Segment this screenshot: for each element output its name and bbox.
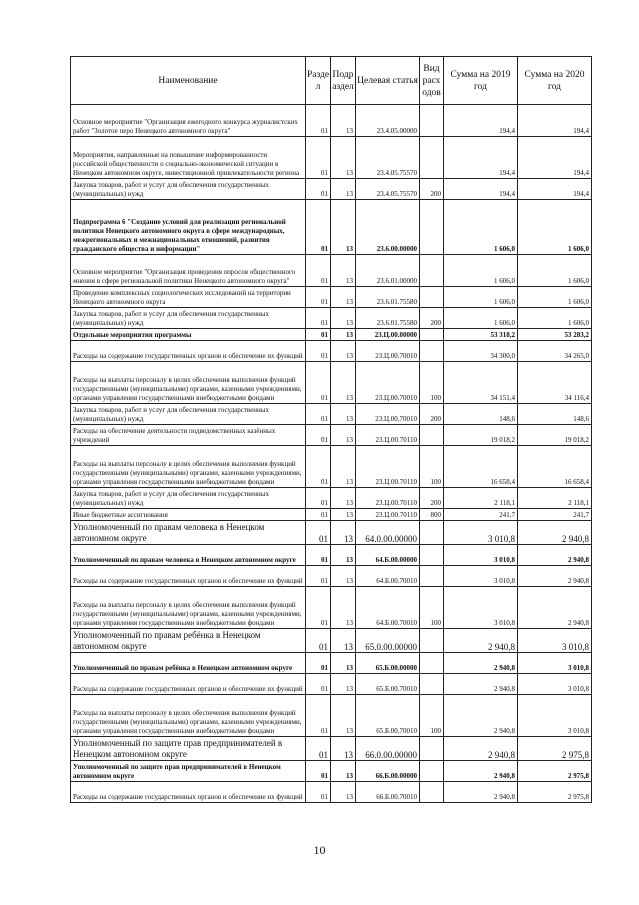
row-target-article: 23.6.01.75580 [356, 308, 420, 329]
row-sum-2019: 2 940,8 [444, 782, 518, 803]
row-podrazdel: 13 [331, 545, 356, 566]
row-name: Расходы на содержание государственных органов и обеспечение их функций [71, 674, 306, 695]
row-sum-2020: 148,6 [518, 404, 592, 425]
row-sum-2020: 34 116,4 [518, 362, 592, 404]
row-sum-2019: 2 940,8 [444, 761, 518, 782]
row-name: Расходы на содержание государственных органов и обеспечение их функций [71, 782, 306, 803]
row-podrazdel: 13 [331, 200, 356, 255]
row-razdel: 01 [306, 488, 331, 509]
row-expense-type [420, 737, 444, 761]
row-expense-type [420, 545, 444, 566]
row-name: Мероприятия, направленные на повышение информированности российской общественности о социально-экономической ситуации в Ненецком автономном округе, инвестиционной привлекательности региона [71, 137, 306, 179]
row-sum-2019: 16 658,4 [444, 446, 518, 488]
table-row [71, 425, 592, 446]
row-podrazdel: 13 [331, 737, 356, 761]
page-number: 10 [313, 843, 326, 857]
row-razdel: 01 [306, 329, 331, 341]
row-expense-type: 100 [420, 362, 444, 404]
row-target-article: 23.Ц.00.70010 [356, 362, 420, 404]
row-name: Закупка товаров, работ и услуг для обеспечения государственных (муниципальных) нужд [71, 308, 306, 329]
row-sum-2019: 1 606,0 [444, 308, 518, 329]
row-target-article: 23.Ц.00.70110 [356, 446, 420, 488]
row-expense-type: 200 [420, 404, 444, 425]
row-razdel: 01 [306, 105, 331, 137]
row-sum-2020: 53 283,2 [518, 329, 592, 341]
row-sum-2020: 194,4 [518, 137, 592, 179]
row-podrazdel: 13 [331, 566, 356, 587]
table-row [71, 566, 592, 587]
row-target-article: 23.Ц.00.00000 [356, 329, 420, 341]
row-razdel: 01 [306, 179, 331, 200]
table-row [71, 761, 592, 782]
row-podrazdel: 13 [331, 425, 356, 446]
row-name: Расходы на содержание государственных органов и обеспечение их функций [71, 341, 306, 362]
header-expense-type: Вид расх одов [420, 57, 444, 105]
row-target-article: 65.0.00.00000 [356, 629, 420, 653]
row-razdel: 01 [306, 566, 331, 587]
row-sum-2019: 34 300,0 [444, 341, 518, 362]
table-row [71, 521, 592, 545]
table-row [71, 695, 592, 737]
row-sum-2019: 194,4 [444, 179, 518, 200]
row-sum-2020: 2 975,8 [518, 737, 592, 761]
row-target-article: 66.Б.00.70010 [356, 782, 420, 803]
row-podrazdel: 13 [331, 137, 356, 179]
table-row [71, 488, 592, 509]
row-sum-2020: 2 940,8 [518, 587, 592, 629]
table-body [71, 105, 592, 803]
row-target-article: 66.Б.00.00000 [356, 761, 420, 782]
row-razdel: 01 [306, 674, 331, 695]
row-target-article: 66.0.00.00000 [356, 737, 420, 761]
row-razdel: 01 [306, 509, 331, 521]
row-name: Уполномоченный по правам ребёнка в Ненецком автономном округе [71, 653, 306, 674]
row-razdel: 01 [306, 545, 331, 566]
table-header-row [71, 57, 592, 105]
row-podrazdel: 13 [331, 446, 356, 488]
table-row [71, 287, 592, 308]
row-podrazdel: 13 [331, 341, 356, 362]
row-podrazdel: 13 [331, 695, 356, 737]
row-podrazdel: 13 [331, 179, 356, 200]
row-sum-2020: 1 606,0 [518, 200, 592, 255]
row-sum-2019: 194,4 [444, 105, 518, 137]
row-razdel: 01 [306, 425, 331, 446]
row-razdel: 01 [306, 362, 331, 404]
row-podrazdel: 13 [331, 329, 356, 341]
table-row [71, 200, 592, 255]
row-expense-type: 200 [420, 179, 444, 200]
row-podrazdel: 13 [331, 674, 356, 695]
row-sum-2019: 148,6 [444, 404, 518, 425]
row-name: Отдельные мероприятия программы [71, 329, 306, 341]
row-target-article: 23.Ц.00.70110 [356, 425, 420, 446]
row-sum-2020: 2 975,8 [518, 782, 592, 803]
row-podrazdel: 13 [331, 404, 356, 425]
table-row [71, 329, 592, 341]
row-target-article: 23.4.05.75570 [356, 137, 420, 179]
row-sum-2019: 2 118,1 [444, 488, 518, 509]
row-expense-type: 800 [420, 509, 444, 521]
row-razdel: 01 [306, 695, 331, 737]
row-expense-type [420, 761, 444, 782]
row-sum-2020: 2 975,8 [518, 761, 592, 782]
row-expense-type [420, 255, 444, 287]
row-sum-2020: 3 010,8 [518, 695, 592, 737]
row-podrazdel: 13 [331, 488, 356, 509]
row-podrazdel: 13 [331, 362, 356, 404]
row-name: Уполномоченный по защите прав предпринимателей в Ненецком автономном округе [71, 737, 306, 761]
row-sum-2019: 19 018,2 [444, 425, 518, 446]
row-razdel: 01 [306, 521, 331, 545]
row-sum-2019: 2 940,8 [444, 629, 518, 653]
row-podrazdel: 13 [331, 509, 356, 521]
table-row [71, 341, 592, 362]
row-name: Закупка товаров, работ и услуг для обеспечения государственных (муниципальных) нужд [71, 179, 306, 200]
row-expense-type: 200 [420, 488, 444, 509]
header-razdel: Разде л [306, 57, 331, 105]
row-sum-2019: 34 151,4 [444, 362, 518, 404]
row-razdel: 01 [306, 404, 331, 425]
table-row [71, 737, 592, 761]
row-name: Уполномоченный по правам человека в Ненецком автономном округе [71, 521, 306, 545]
table-row [71, 782, 592, 803]
table-row [71, 308, 592, 329]
row-name: Уполномоченный по правам человека в Ненецком автономном округе [71, 545, 306, 566]
row-target-article: 23.Ц.00.70110 [356, 509, 420, 521]
row-expense-type [420, 425, 444, 446]
row-sum-2019: 1 606,0 [444, 200, 518, 255]
row-name: Расходы на выплаты персоналу в целях обеспечения выполнения функций государственными (муниципальными) органами, казенными учреждениями, органами управления государственными внебюджетными фондами [71, 587, 306, 629]
row-sum-2020: 2 118,1 [518, 488, 592, 509]
row-podrazdel: 13 [331, 629, 356, 653]
table-row [71, 255, 592, 287]
row-sum-2020: 3 010,8 [518, 653, 592, 674]
row-sum-2019: 1 606,0 [444, 287, 518, 308]
row-razdel: 01 [306, 629, 331, 653]
row-name: Закупка товаров, работ и услуг для обеспечения государственных (муниципальных) нужд [71, 404, 306, 425]
row-razdel: 01 [306, 341, 331, 362]
row-target-article: 65.Б.00.70010 [356, 695, 420, 737]
table-row [71, 137, 592, 179]
row-sum-2019: 2 940,8 [444, 737, 518, 761]
table-row [71, 179, 592, 200]
row-target-article: 23.6.01.00000 [356, 255, 420, 287]
row-sum-2020: 2 940,8 [518, 545, 592, 566]
table-row [71, 509, 592, 521]
row-name: Закупка товаров, работ и услуг для обеспечения государственных (муниципальных) нужд [71, 488, 306, 509]
row-target-article: 64.Б.00.00000 [356, 545, 420, 566]
row-razdel: 01 [306, 587, 331, 629]
header-podrazdel: Подр аздел [331, 57, 356, 105]
row-sum-2019: 3 010,8 [444, 566, 518, 587]
row-name: Уполномоченный по защите прав предпринимателей в Ненецком автономном округе [71, 761, 306, 782]
row-sum-2020: 1 606,0 [518, 255, 592, 287]
table-row [71, 587, 592, 629]
row-target-article: 23.6.00.00000 [356, 200, 420, 255]
row-sum-2019: 2 940,8 [444, 653, 518, 674]
row-expense-type [420, 782, 444, 803]
row-name: Проведение комплексных социологических исследований на территории Ненецкого автономного округа [71, 287, 306, 308]
table-row [71, 105, 592, 137]
table-row [71, 653, 592, 674]
row-expense-type: 100 [420, 446, 444, 488]
row-name: Расходы на выплаты персоналу в целях обеспечения выполнения функций государственными (муниципальными) органами, казенными учреждениями, органами управления государственными внебюджетными фондами [71, 446, 306, 488]
row-sum-2020: 19 018,2 [518, 425, 592, 446]
row-sum-2020: 1 606,0 [518, 308, 592, 329]
row-expense-type [420, 653, 444, 674]
row-name: Иные бюджетные ассигнования [71, 509, 306, 521]
row-sum-2019: 3 010,8 [444, 521, 518, 545]
row-expense-type [420, 287, 444, 308]
row-sum-2020: 194,4 [518, 105, 592, 137]
row-name: Основное мероприятие "Организация проведения опросов общественного мнения в сфере региональной политики Ненецкого автономного округа" [71, 255, 306, 287]
row-sum-2019: 3 010,8 [444, 545, 518, 566]
row-expense-type [420, 137, 444, 179]
row-sum-2020: 16 658,4 [518, 446, 592, 488]
row-target-article: 23.Ц.00.70110 [356, 488, 420, 509]
row-razdel: 01 [306, 200, 331, 255]
row-expense-type [420, 200, 444, 255]
row-podrazdel: 13 [331, 521, 356, 545]
header-sum-2020: Сумма на 2020 год [518, 57, 592, 105]
row-razdel: 01 [306, 137, 331, 179]
row-sum-2019: 2 940,8 [444, 695, 518, 737]
table-row [71, 545, 592, 566]
row-sum-2019: 1 606,0 [444, 255, 518, 287]
row-podrazdel: 13 [331, 105, 356, 137]
row-razdel: 01 [306, 737, 331, 761]
row-name: Расходы на содержание государственных органов и обеспечение их функций [71, 566, 306, 587]
row-sum-2019: 194,4 [444, 137, 518, 179]
row-podrazdel: 13 [331, 287, 356, 308]
table-row [71, 446, 592, 488]
row-name: Основное мероприятие "Организация ежегодного конкурса журналистских работ "Золотое перо Ненецкого автономного округа" [71, 105, 306, 137]
row-sum-2020: 34 265,0 [518, 341, 592, 362]
row-expense-type [420, 629, 444, 653]
row-name: Расходы на выплаты персоналу в целях обеспечения выполнения функций государственными (муниципальными) органами, казенными учреждениями, органами управления государственными внебюджетными фондами [71, 362, 306, 404]
budget-table [70, 56, 592, 803]
row-razdel: 01 [306, 782, 331, 803]
row-expense-type [420, 329, 444, 341]
table-row [71, 629, 592, 653]
row-expense-type [420, 521, 444, 545]
row-sum-2020: 194,4 [518, 179, 592, 200]
row-expense-type: 100 [420, 695, 444, 737]
row-expense-type [420, 674, 444, 695]
row-sum-2020: 1 606,0 [518, 287, 592, 308]
row-expense-type [420, 341, 444, 362]
row-sum-2019: 241,7 [444, 509, 518, 521]
row-target-article: 65.Б.00.00000 [356, 653, 420, 674]
row-expense-type: 200 [420, 308, 444, 329]
header-target-article: Целевая статья [356, 57, 420, 105]
row-expense-type [420, 105, 444, 137]
row-name: Подпрограмма 6 "Создание условий для реализации региональной политики Ненецкого автономного округа в сфере международных, межрегиональных и межнациональных отношений, развития гражданского общества и информации" [71, 200, 306, 255]
row-expense-type: 100 [420, 587, 444, 629]
row-sum-2020: 2 940,8 [518, 521, 592, 545]
row-target-article: 64.Б.00.70010 [356, 566, 420, 587]
row-target-article: 64.Б.00.70010 [356, 587, 420, 629]
table-row [71, 674, 592, 695]
row-name: Расходы на выплаты персоналу в целях обеспечения выполнения функций государственными (муниципальными) органами, казенными учреждениями, органами управления государственными внебюджетными фондами [71, 695, 306, 737]
header-name: Наименование [71, 57, 306, 105]
row-razdel: 01 [306, 308, 331, 329]
row-name: Расходы на обеспечение деятельности подведомственных казённых учреждений [71, 425, 306, 446]
table-row [71, 362, 592, 404]
row-podrazdel: 13 [331, 761, 356, 782]
row-target-article: 23.Ц.00.70010 [356, 404, 420, 425]
row-sum-2019: 53 318,2 [444, 329, 518, 341]
row-target-article: 64.0.00.00000 [356, 521, 420, 545]
header-sum-2019: Сумма на 2019 год [444, 57, 518, 105]
row-sum-2020: 2 940,8 [518, 566, 592, 587]
table-row [71, 404, 592, 425]
row-sum-2019: 2 940,8 [444, 674, 518, 695]
row-target-article: 23.6.01.75580 [356, 287, 420, 308]
row-podrazdel: 13 [331, 782, 356, 803]
row-target-article: 23.4.05.00000 [356, 105, 420, 137]
row-razdel: 01 [306, 653, 331, 674]
row-target-article: 23.4.05.75570 [356, 179, 420, 200]
row-podrazdel: 13 [331, 255, 356, 287]
row-podrazdel: 13 [331, 653, 356, 674]
row-sum-2020: 3 010,8 [518, 674, 592, 695]
row-podrazdel: 13 [331, 308, 356, 329]
row-razdel: 01 [306, 761, 331, 782]
row-podrazdel: 13 [331, 587, 356, 629]
row-target-article: 23.Ц.00.70010 [356, 341, 420, 362]
row-name: Уполномоченный по правам ребёнка в Ненецком автономном округе [71, 629, 306, 653]
row-target-article: 65.Б.00.70010 [356, 674, 420, 695]
row-razdel: 01 [306, 287, 331, 308]
row-razdel: 01 [306, 255, 331, 287]
row-sum-2020: 3 010,8 [518, 629, 592, 653]
row-sum-2020: 241,7 [518, 509, 592, 521]
row-expense-type [420, 566, 444, 587]
row-sum-2019: 3 010,8 [444, 587, 518, 629]
row-razdel: 01 [306, 446, 331, 488]
